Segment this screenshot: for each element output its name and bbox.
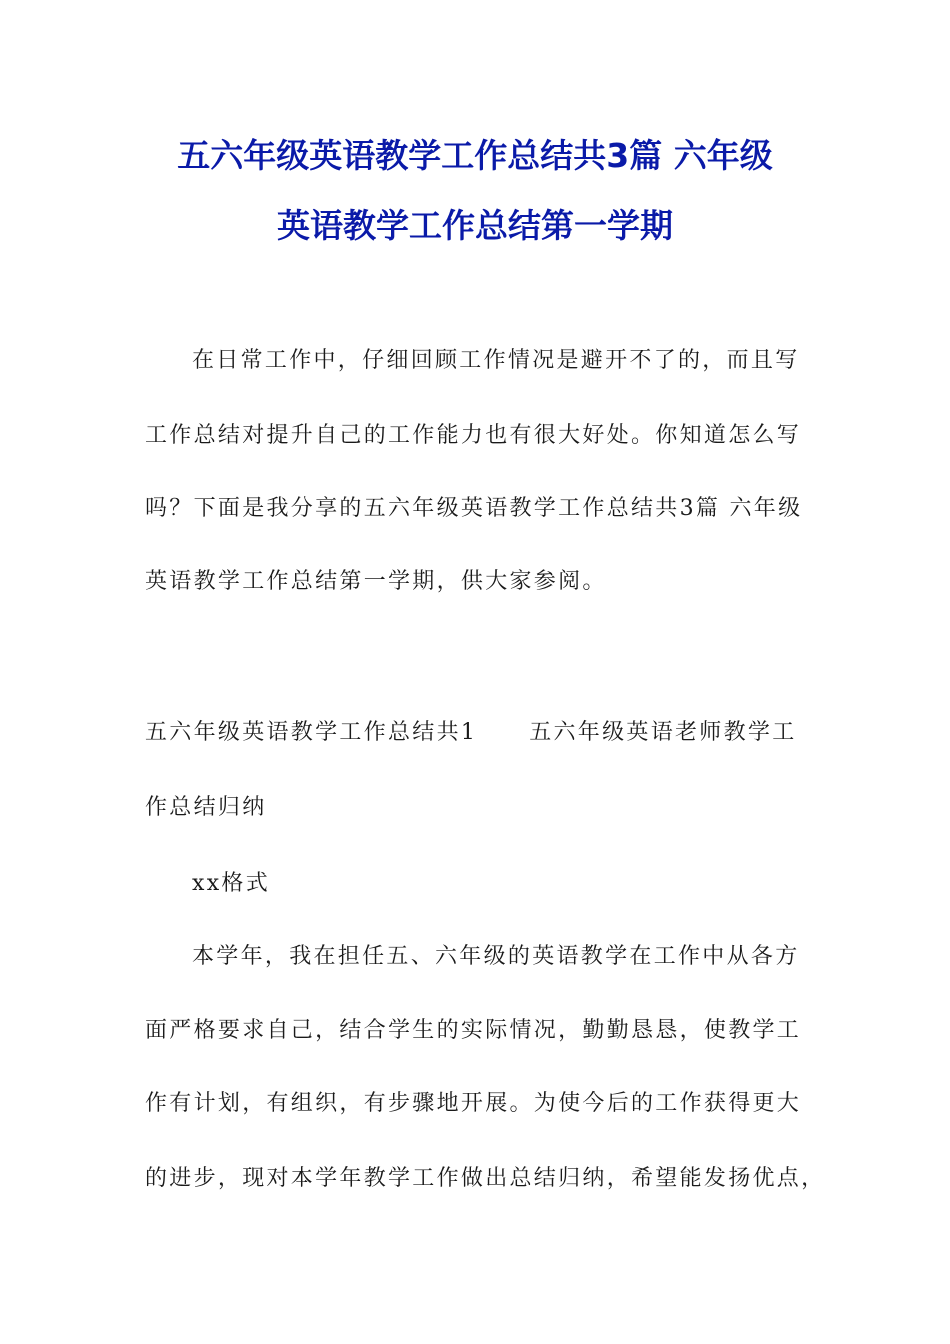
document-title-line-2: 英语教学工作总结第一学期 xyxy=(277,206,673,245)
intro-paragraph-line-3: 吗？下面是我分享的五六年级英语教学工作总结共3篇 六年级 xyxy=(145,496,803,521)
document-title-line-1: 五六年级英语教学工作总结共3篇 六年级 xyxy=(177,136,773,175)
intro-paragraph-line-1: 在日常工作中，仔细回顾工作情况是避开不了的，而且写 xyxy=(192,348,800,373)
body-paragraph-line-3: 作有计划，有组织，有步骤地开展。为使今后的工作获得更大 xyxy=(145,1091,802,1116)
body-paragraph-line-2: 面严格要求自己，结合学生的实际情况，勤勤恳恳，使教学工 xyxy=(145,1018,802,1043)
section-heading-part-2: 五六年级英语老师教学工 xyxy=(529,720,797,745)
section-heading-line-2: 作总结归纳 xyxy=(145,795,267,820)
body-paragraph-line-4: 的进步，现对本学年教学工作做出总结归纳，希望能发扬优点， xyxy=(145,1166,826,1191)
section-heading-part-1: 五六年级英语教学工作总结共1 xyxy=(145,720,478,745)
body-paragraph-line-1: 本学年，我在担任五、六年级的英语教学在工作中从各方 xyxy=(192,944,800,969)
intro-paragraph-line-4: 英语教学工作总结第一学期，供大家参阅。 xyxy=(145,569,607,594)
format-line: xx格式 xyxy=(192,871,271,896)
section-heading xyxy=(145,718,797,748)
intro-paragraph-line-2: 工作总结对提升自己的工作能力也有很大好处。你知道怎么写 xyxy=(145,423,802,448)
